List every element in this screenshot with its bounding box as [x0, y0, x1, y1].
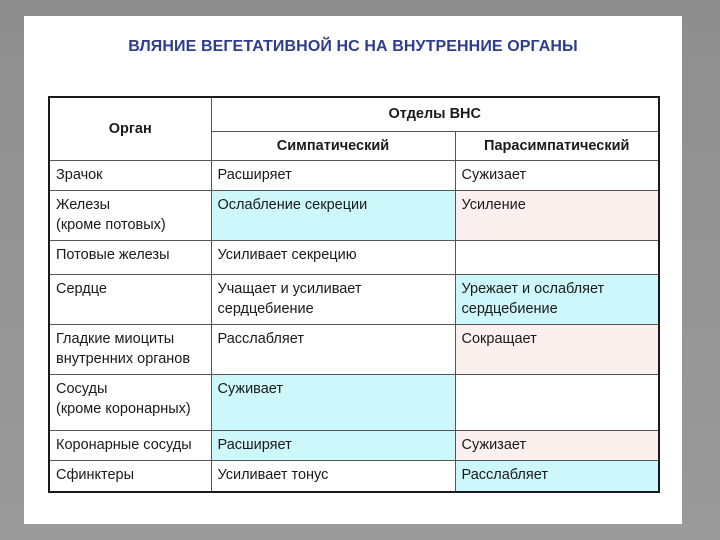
organ-cell: Потовые железы [49, 240, 211, 274]
parasympathetic-effect-cell: Расслабляет [455, 460, 659, 492]
slide-title: ВЛЯНИЕ ВЕГЕТАТИВНОЙ НС НА ВНУТРЕННИЕ ОРГАНЫ [128, 38, 578, 55]
table-row [49, 460, 659, 492]
sympathetic-effect-cell: Расширяет [211, 430, 455, 460]
table-row [49, 190, 659, 240]
sympathetic-effect-cell: Расслабляет [211, 324, 455, 374]
table-row [49, 274, 659, 324]
header-organ: Орган [49, 97, 211, 160]
header-sympathetic: Симпатический [211, 131, 455, 160]
parasympathetic-effect-cell: Урежает и ослабляет сердцебиение [455, 274, 659, 324]
organ-cell: Гладкие миоциты внутренних органов [49, 324, 211, 374]
parasympathetic-effect-cell: Усиление [455, 190, 659, 240]
sympathetic-effect-cell: Учащает и усиливает сердцебиение [211, 274, 455, 324]
organ-cell: Железы (кроме потовых) [49, 190, 211, 240]
organ-cell: Сфинктеры [49, 460, 211, 492]
table-row [49, 240, 659, 274]
parasympathetic-effect-cell: Сужизает [455, 430, 659, 460]
header-parasympathetic: Парасимпатический [455, 131, 659, 160]
sympathetic-effect-cell: Расширяет [211, 160, 455, 190]
parasympathetic-effect-cell [455, 374, 659, 430]
sympathetic-effect-cell: Ослабление секреции [211, 190, 455, 240]
parasympathetic-effect-cell: Сокращает [455, 324, 659, 374]
sympathetic-effect-cell: Усиливает секрецию [211, 240, 455, 274]
table-row [49, 430, 659, 460]
table-row [49, 160, 659, 190]
organ-cell: Сосуды (кроме коронарных) [49, 374, 211, 430]
organ-cell: Коронарные сосуды [49, 430, 211, 460]
organ-cell: Зрачок [49, 160, 211, 190]
parasympathetic-effect-cell [455, 240, 659, 274]
table-row [49, 374, 659, 430]
table-row [49, 324, 659, 374]
ans-effects-table [48, 96, 660, 493]
parasympathetic-effect-cell: Сужизает [455, 160, 659, 190]
organ-cell: Сердце [49, 274, 211, 324]
slide [24, 16, 682, 524]
sympathetic-effect-cell: Усиливает тонус [211, 460, 455, 492]
header-ans-divisions: Отделы ВНС [211, 97, 659, 131]
sympathetic-effect-cell: Суживает [211, 374, 455, 430]
